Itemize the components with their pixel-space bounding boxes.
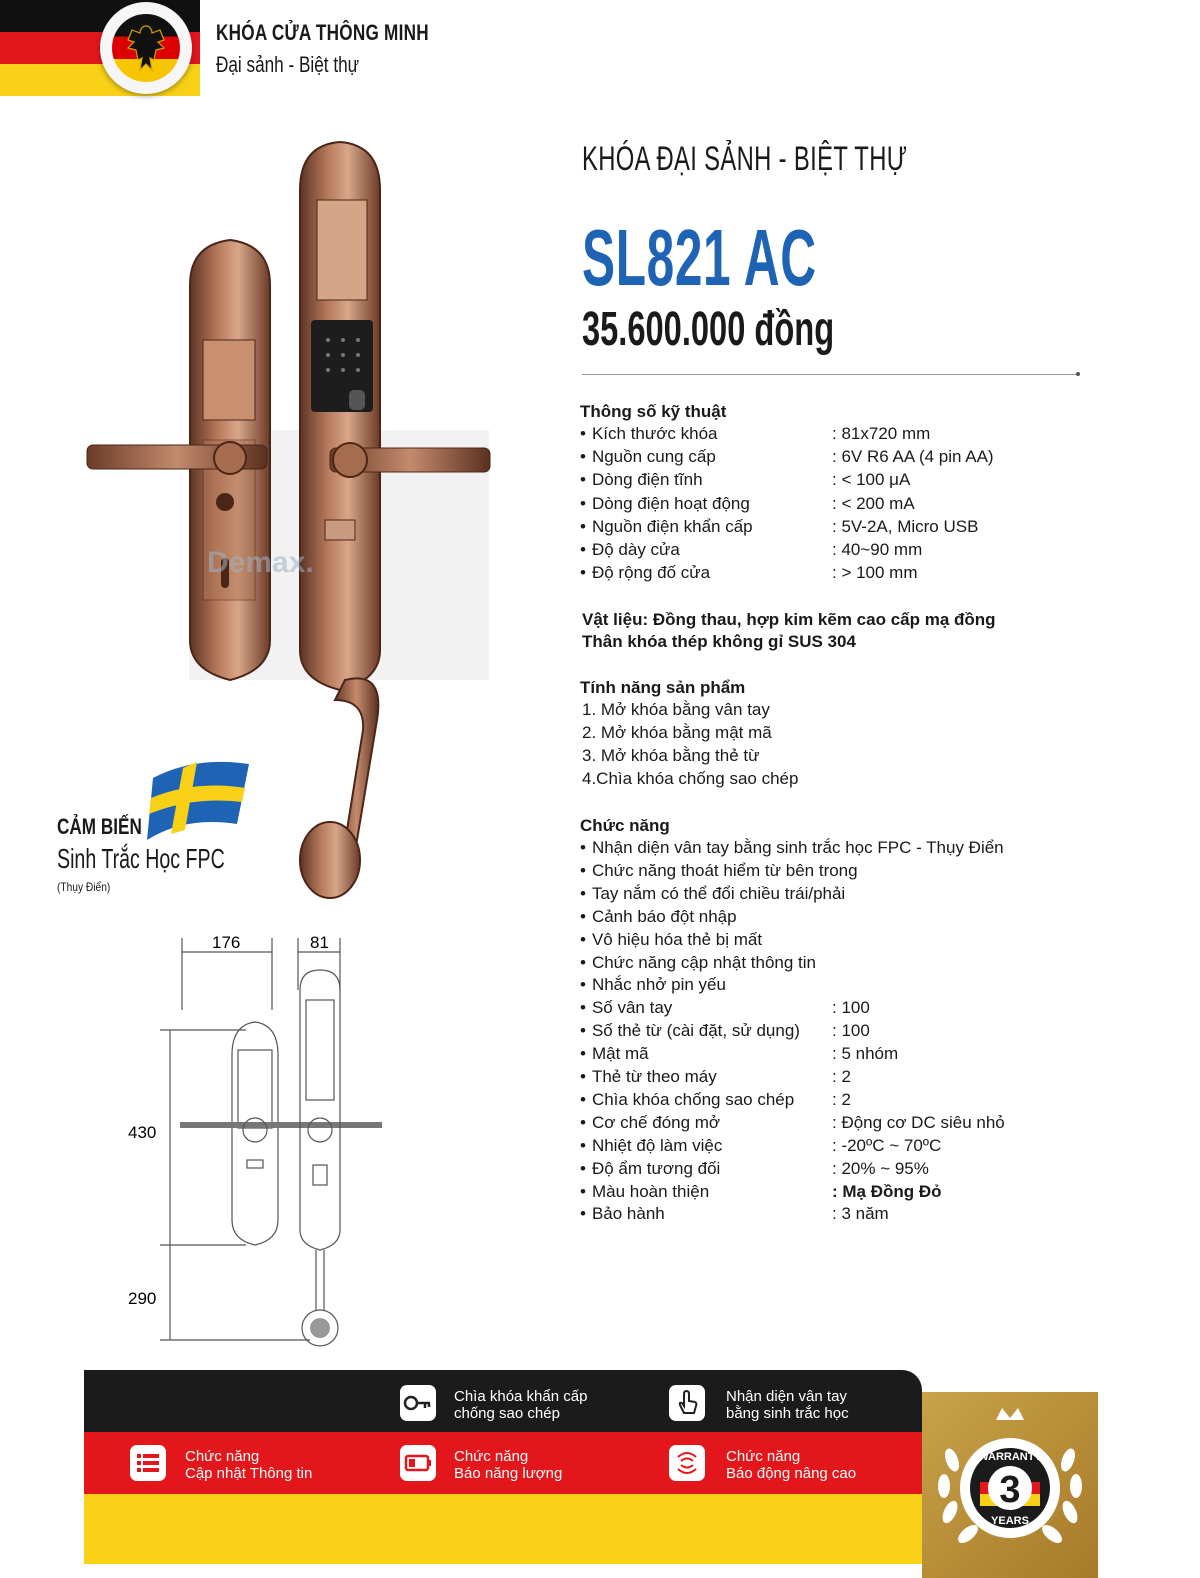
spec-value: : 5 nhóm — [832, 1044, 899, 1064]
bullet: • — [580, 1158, 586, 1178]
feature-item: 4.Chìa khóa chống sao chép — [582, 769, 799, 788]
demax-watermark: Demax. — [207, 546, 314, 579]
bullet: • — [580, 929, 586, 949]
spec-value: : 2 — [832, 1089, 851, 1109]
spec-value: : Động cơ DC siêu nhỏ — [832, 1112, 1005, 1132]
bullet: • — [580, 563, 586, 583]
spec-label: Nhắc nhở pin yếu — [591, 975, 726, 995]
spec-value: : 2 — [832, 1067, 851, 1086]
features-heading: Tính năng sản phẩm — [580, 678, 746, 697]
dim-width-81: 81 — [310, 933, 329, 952]
spec-value: : Mạ Đồng Đỏ — [832, 1181, 942, 1201]
spec-row — [580, 930, 762, 950]
spec-label: Kích thước khóa — [591, 424, 718, 443]
spec-value: : 40~90 mm — [832, 540, 923, 559]
feature-band-yellow — [84, 1494, 922, 1564]
feature-key-line1: Chìa khóa khẩn cấp — [454, 1388, 588, 1405]
bullet: • — [580, 424, 586, 443]
spec-value: : 6V R6 AA (4 pin AA) — [832, 447, 994, 467]
spec-label: Nguồn cung cấp — [591, 447, 716, 467]
sweden-flag — [145, 758, 255, 844]
bullet: • — [580, 838, 586, 857]
bullet: • — [580, 1021, 586, 1041]
spec-row — [580, 540, 923, 560]
spec-row — [580, 907, 737, 927]
spec-row — [580, 975, 726, 995]
spec-label: Chức năng thoát hiểm từ bên trong — [591, 860, 858, 880]
spec-label: Độ rộng đố cửa — [591, 563, 711, 583]
bullet: • — [580, 447, 586, 467]
divider — [582, 374, 1078, 375]
warranty-top-text: WARRANTY — [978, 1451, 1042, 1463]
bullet: • — [580, 1089, 586, 1109]
feature-alarm-line1: Chức năng — [726, 1448, 801, 1465]
feature-item: 3. Mở khóa bằng thẻ từ — [582, 746, 760, 765]
spec-label: Dòng điện hoạt động — [591, 493, 750, 513]
sensor-origin: (Thụy Điển) — [57, 880, 111, 894]
feature-battery-line2: Báo năng lượng — [454, 1465, 563, 1482]
specs-heading: Thông số kỹ thuật — [580, 402, 727, 421]
eagle-emblem-icon — [100, 2, 192, 94]
spec-label: Nguồn điện khẩn cấp — [591, 516, 753, 536]
battery-icon — [400, 1445, 436, 1481]
spec-value: : < 100 μA — [832, 470, 911, 490]
spec-row — [580, 953, 816, 973]
warranty-bottom-text: YEARS — [991, 1515, 1029, 1527]
key-icon — [400, 1385, 436, 1421]
spec-row — [580, 424, 931, 444]
bullet: • — [580, 493, 586, 513]
bullet: • — [580, 952, 586, 972]
spec-row — [580, 1067, 851, 1087]
bullet: • — [580, 860, 586, 880]
spec-value: : 5V-2A, Micro USB — [832, 516, 979, 536]
bullet: • — [580, 1067, 586, 1086]
material-line-1: Vật liệu: Đồng thau, hợp kim kẽm cao cấp mạ đồng — [582, 610, 996, 629]
spec-row — [580, 1044, 899, 1064]
brand-subtitle: Đại sảnh - Biệt thự — [216, 52, 360, 77]
spec-value: : 3 năm — [832, 1204, 889, 1224]
spec-label: Nhận diện vân tay bằng sinh trắc học FPC - Thụy Điển — [591, 838, 1004, 857]
spec-row — [580, 1204, 889, 1224]
bullet: • — [580, 470, 586, 490]
warranty-number: 3 — [999, 1469, 1021, 1511]
spec-row — [580, 447, 994, 467]
spec-label: Màu hoàn thiện — [591, 1181, 710, 1201]
bullet: • — [580, 516, 586, 536]
spec-row — [580, 1089, 851, 1110]
spec-label: Vô hiệu hóa thẻ bị mất — [591, 929, 763, 949]
spec-label: Số vân tay — [591, 998, 673, 1018]
spec-label: Mật mã — [591, 1044, 649, 1064]
spec-label: Dòng điện tĩnh — [591, 470, 703, 490]
dim-height-430: 430 — [128, 1123, 157, 1142]
sensor-subtitle: Sinh Trắc Học FPC — [57, 843, 225, 874]
spec-value: : 100 — [832, 998, 870, 1018]
spec-row — [580, 861, 858, 881]
bullet: • — [580, 1112, 586, 1132]
spec-row — [580, 838, 1004, 858]
bullet: • — [580, 1204, 586, 1224]
spec-value: : 20% ~ 95% — [832, 1158, 929, 1178]
dim-height-290: 290 — [128, 1289, 157, 1308]
spec-row — [580, 998, 870, 1018]
product-model: SL821 AC — [582, 213, 817, 302]
spec-row — [580, 1112, 1005, 1133]
bullet: • — [580, 906, 586, 926]
feature-fingerprint-line2: bằng sinh trắc học — [726, 1405, 849, 1422]
spec-row — [580, 1135, 942, 1156]
bullet: • — [580, 1135, 586, 1155]
spec-value: : -20ºC ~ 70ºC — [832, 1135, 942, 1155]
bullet: • — [580, 883, 586, 903]
spec-row — [580, 1181, 942, 1202]
technical-drawing — [120, 930, 390, 1360]
spec-label: Bảo hành — [591, 1204, 665, 1224]
spec-label: Thẻ từ theo máy — [591, 1067, 717, 1086]
feature-battery-line1: Chức năng — [454, 1448, 529, 1465]
spec-row — [580, 470, 911, 490]
spec-label: Nhiệt độ làm việc — [591, 1135, 723, 1155]
spec-label: Độ dày cửa — [591, 540, 680, 559]
brand-title: KHÓA CỬA THÔNG MINH — [216, 20, 429, 45]
spec-label: Chức năng cập nhật thông tin — [591, 952, 816, 972]
feature-update-line1: Chức năng — [185, 1448, 260, 1465]
spec-value: : 100 — [832, 1021, 870, 1041]
feature-alarm-line2: Báo động nâng cao — [726, 1465, 857, 1482]
bullet: • — [580, 1181, 586, 1201]
spec-row — [580, 563, 918, 583]
spec-label: Cảnh báo đột nhập — [591, 906, 737, 926]
spec-label: Cơ chế đóng mở — [591, 1112, 721, 1132]
spec-row — [580, 1021, 870, 1041]
feature-key-line2: chống sao chép — [454, 1405, 560, 1422]
spec-value: : < 200 mA — [832, 493, 915, 513]
spec-row — [580, 493, 915, 514]
feature-fingerprint-line1: Nhận diện vân tay — [726, 1388, 847, 1405]
sensor-title: CẢM BIẾN — [57, 814, 142, 839]
feature-update-line2: Cập nhật Thông tin — [185, 1465, 313, 1482]
product-category: KHÓA ĐẠI SẢNH - BIỆT THỰ — [582, 140, 908, 178]
feature-item: 2. Mở khóa bằng mật mã — [582, 723, 772, 742]
dim-width-176: 176 — [212, 933, 241, 952]
spec-value: : 81x720 mm — [832, 424, 931, 443]
functions-heading: Chức năng — [580, 816, 670, 835]
spec-label: Số thẻ từ (cài đặt, sử dụng) — [591, 1021, 800, 1041]
spec-row — [580, 884, 845, 904]
spec-row — [580, 1158, 929, 1179]
product-price: 35.600.000 đồng — [582, 303, 835, 356]
feature-item: 1. Mở khóa bằng vân tay — [582, 700, 770, 719]
spec-value: : > 100 mm — [832, 563, 918, 583]
spec-label: Tay nắm có thể đổi chiều trái/phải — [591, 883, 846, 903]
warranty-badge — [930, 1400, 1090, 1570]
bullet: • — [580, 998, 586, 1018]
spec-label: Chìa khóa chống sao chép — [591, 1089, 795, 1109]
fingerprint-touch-icon — [669, 1385, 705, 1421]
bullet: • — [580, 975, 586, 995]
spec-row — [580, 516, 979, 537]
bullet: • — [580, 1044, 586, 1064]
bullet: • — [580, 540, 586, 559]
alarm-icon — [669, 1445, 705, 1481]
spec-label: Độ ẩm tương đối — [591, 1158, 721, 1178]
material-line-2: Thân khóa thép không gỉ SUS 304 — [582, 632, 856, 651]
list-icon — [130, 1445, 166, 1481]
